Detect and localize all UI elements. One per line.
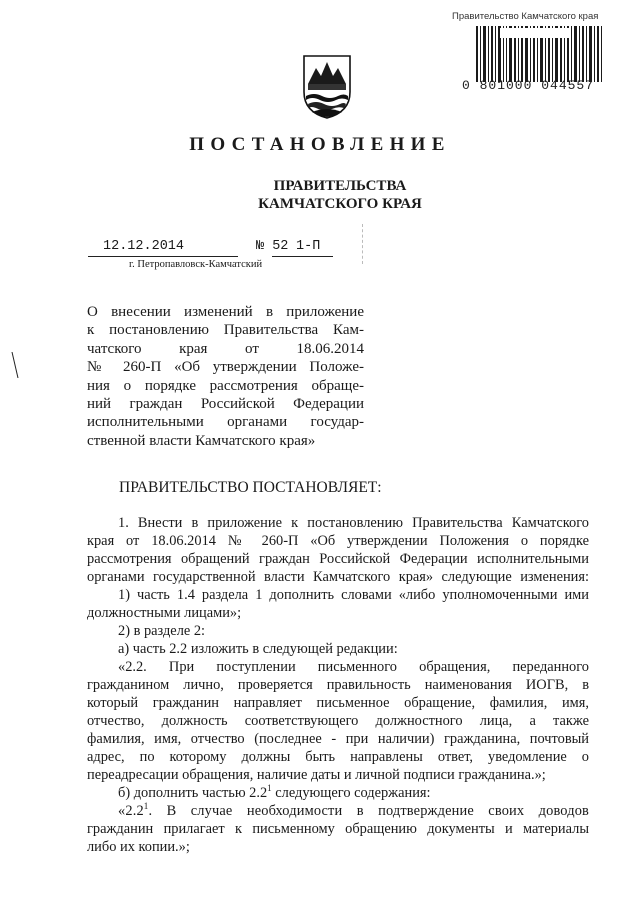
document-type-title: ПОСТАНОВЛЕНИЕ — [189, 134, 451, 155]
document-subject — [87, 303, 364, 450]
resolves-heading: ПРАВИТЕЛЬСТВО ПОСТАНОВЛЯЕТ: — [119, 479, 382, 496]
body-text-span: следующего содержания: — [271, 785, 431, 801]
city-caption: г. Петропавловск-Камчатский — [129, 259, 263, 270]
body-line: гражданином лично, проверяется правильность наименования ИОГВ, в — [87, 677, 589, 693]
subject-line: ния о порядке рассмотрения обраще- — [87, 377, 364, 394]
document-number-label: № 52 — [256, 239, 289, 254]
subject-line: к постановлению Правительства Кам- — [87, 322, 364, 339]
body-line: «2.2. При поступлении письменного обращения, переданного — [118, 659, 589, 675]
body-line: органами государственной власти Камчатского края» следующие изменения: — [87, 569, 589, 585]
body-line: отчество, должность соответствующего должностного лица, а также — [87, 713, 589, 729]
subject-line: О внесении изменений в приложение — [87, 304, 364, 320]
subject-line: чатского края от 18.06.2014 — [87, 340, 364, 357]
body-line: либо их копии.»; — [87, 839, 190, 855]
number-underline — [272, 256, 333, 257]
body-line — [87, 802, 589, 820]
body-line: а) часть 2.2 изложить в следующей редакции: — [118, 641, 398, 657]
body-line: 2) в разделе 2: — [118, 623, 206, 639]
document-date: 12.12.2014 — [103, 239, 185, 254]
document-number-value: 1-П — [296, 239, 321, 254]
margin-pen-mark — [11, 352, 19, 378]
body-line: должностными лицами»; — [87, 605, 242, 621]
scan-mark — [362, 224, 364, 264]
body-line: который гражданин направляет письменное обращение, фамилия, имя, — [87, 695, 589, 711]
barcode — [476, 22, 606, 82]
superscript: 1 — [143, 801, 149, 812]
body-text-span: б) дополнить частью 2.2 — [118, 785, 268, 801]
coat-of-arms-emblem — [302, 54, 352, 120]
body-line: 1. Внести в приложение к постановлению Правительства Камчатского — [118, 515, 589, 531]
stamp-org-text: Правительство Камчатского края — [452, 11, 599, 22]
date-underline — [88, 256, 238, 257]
government-name-line2: КАМЧАТСКОГО КРАЯ — [258, 196, 422, 212]
body-line: рассмотрения обращений граждан Российской Федерации исполнительными — [87, 551, 589, 567]
subject-line: ственной власти Камчатского края» — [87, 432, 316, 449]
body-line: фамилия, имя, отчество (последнее - при наличии) гражданина, почтовый — [87, 731, 589, 747]
body-text-span: . В случае необходимости в подтверждение своих доводов — [148, 803, 589, 819]
body-line: 1) часть 1.4 раздела 1 дополнить словами «либо уполномоченными ими — [118, 587, 589, 603]
body-text-span: «2.2 — [118, 803, 144, 819]
body-line — [87, 784, 589, 802]
barcode-number: 0 801000 044557 — [462, 78, 595, 93]
subject-line: № 260-П «Об утверждении Положе- — [87, 359, 364, 376]
body-line: гражданин прилагает к письменному обращению документы и материалы — [87, 821, 589, 837]
subject-line: исполнительными органами государ- — [87, 414, 364, 431]
body-line: переадресации обращения, наличие даты и личной подписи гражданина.»; — [87, 767, 546, 783]
resolution-body — [87, 514, 589, 856]
subject-line: ний граждан Российской Федерации — [87, 396, 364, 413]
government-name-line1: ПРАВИТЕЛЬСТВА — [273, 178, 407, 194]
body-line: края от 18.06.2014 № 260-П «Об утверждении Положения о порядке — [87, 533, 589, 549]
superscript: 1 — [267, 783, 272, 794]
body-line: адрес, по которому должны быть направлены ответ, уведомление о — [87, 749, 589, 765]
